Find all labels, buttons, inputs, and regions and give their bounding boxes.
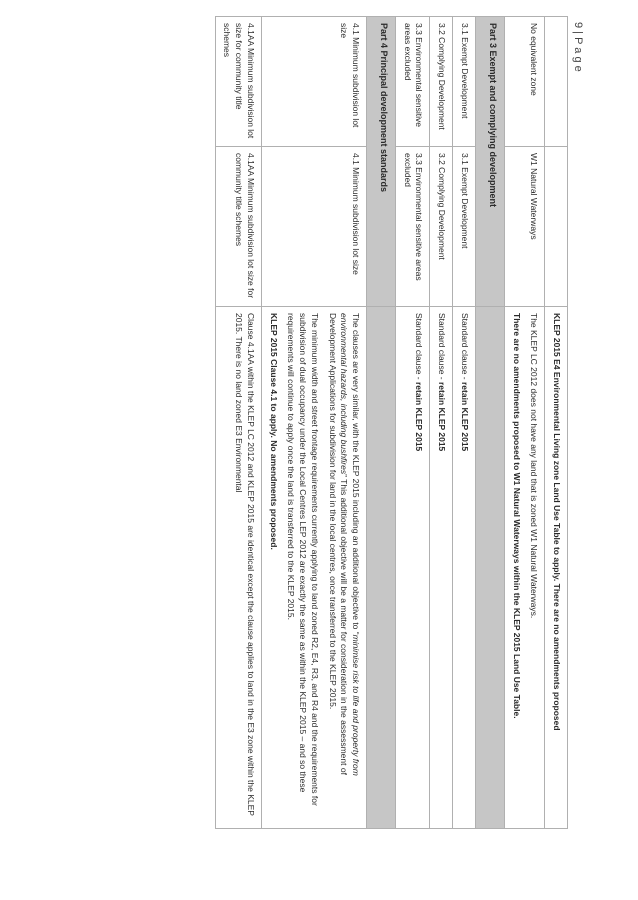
table-cell: [504, 307, 544, 829]
page-number: 9 | P a g e: [572, 22, 584, 72]
cell-text: Standard clause -: [414, 313, 425, 382]
table-cell: 4.1 Minimum subdivision lot size: [261, 17, 366, 147]
table-cell: [430, 307, 453, 829]
table-row: [261, 17, 366, 829]
table-cell: 4.1AA Minimum subdivision lot size for community title schemes: [215, 17, 261, 147]
table-cell: No equivalent zone: [504, 17, 544, 147]
table-cell: [545, 17, 568, 147]
table-cell: 3.1 Exempt Development: [453, 147, 476, 307]
table-cell: 3.3 Environmental sensitive areas excluded: [395, 17, 429, 147]
table-row: [545, 17, 568, 829]
section-heading: Part 3 Exempt and complying development: [475, 17, 504, 307]
table-cell: Clause 4.1AA within the KLEP LC 2012 and KLEP 2015 are identical except the clause applies to land in the E3 zone within the KLEP 2015. There is no land zoned E3 Environmental: [215, 307, 261, 829]
cell-paragraph: There are no amendments proposed to W1 Natural Waterways within the KLEP 2015 Land Use Table.: [511, 313, 522, 719]
section-heading-row: [366, 17, 395, 829]
cell-paragraph: The KLEP LC 2012 does not have any land that is zoned W1 Natural Waterways.: [529, 313, 540, 619]
table-cell: 3.2 Complying Development: [430, 17, 453, 147]
table-cell: [475, 307, 504, 829]
table-cell: [545, 147, 568, 307]
cell-text: Standard clause -: [437, 313, 448, 382]
table-cell: 3.3 Environmental sensitive areas excluded: [395, 147, 429, 307]
table-cell: 3.1 Exempt Development: [453, 17, 476, 147]
table-row: [215, 17, 261, 829]
cell-paragraph: KLEP 2015 Clause 4.1 to apply. No amendments proposed.: [268, 313, 279, 550]
e4-statement: KLEP 2015 E4 Environmental Living zone Land Use Table to apply. There are no amendments proposed: [552, 313, 562, 731]
section-heading-row: [475, 17, 504, 829]
section-heading: Part 4 Principal development standards: [366, 17, 395, 307]
cell-paragraph: The minimum width and street frontage requirements currently applying to land zoned R2, E4, R3, and R4 and the requirements for subdivision of dual occupancy under the Local Centres LEP 2012 are exactly the same as within the KLEP 2015 – and so these requirements will continue to apply once the land is transferred to the KLEP 2015.: [286, 313, 320, 806]
cell-bold-text: retain KLEP 2015: [459, 381, 470, 452]
table-row: [453, 17, 476, 829]
table-cell: [395, 307, 429, 829]
table-cell: W1 Natural Waterways: [504, 147, 544, 307]
cell-paragraph: The clauses are very similar, with the KLEP 2015 including an additional objective to “minimise risk to life and property from environmental hazards, including bushfires” This additional objective will be a matter for consideration in the assessment of Development Applications for subdivision for land in the local centres, once transferred to the KLEP 2015.: [327, 313, 361, 776]
table-row: [430, 17, 453, 829]
table-cell: 3.2 Complying Development: [430, 147, 453, 307]
cell-text: Standard clause -: [459, 313, 470, 382]
table-cell: [545, 307, 568, 829]
cell-bold-text: retain KLEP 2015: [437, 381, 448, 452]
table-cell: 4.1AA Minimum subdivision lot size for community title schemes: [215, 147, 261, 307]
table-cell: 4.1 Minimum subdivision lot size: [261, 147, 366, 307]
table-row: [395, 17, 429, 829]
cell-bold-text: retain KLEP 2015: [414, 381, 425, 452]
table-cell: [453, 307, 476, 829]
table-cell: [261, 307, 366, 829]
table-row: [504, 17, 544, 829]
comparison-table: [215, 16, 568, 829]
table-cell: [366, 307, 395, 829]
